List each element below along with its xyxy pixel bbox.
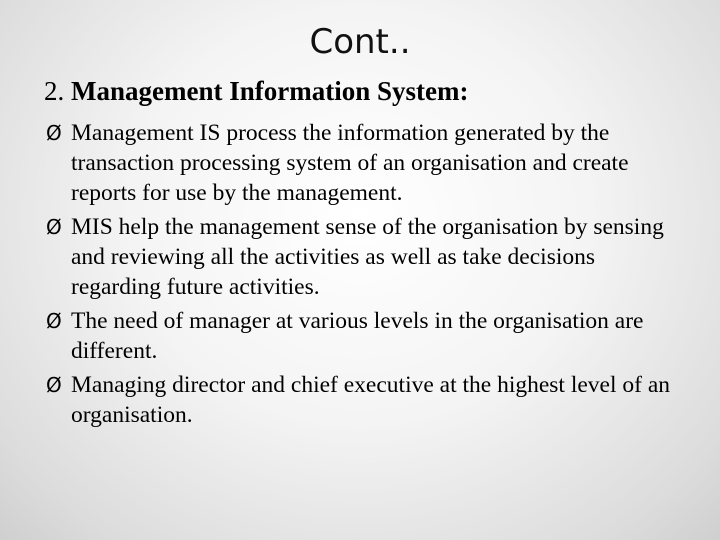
bullet-text: The need of manager at various levels in the organisation are different. (71, 308, 644, 364)
bullet-item (46, 118, 686, 208)
bullet-item (46, 370, 686, 430)
bullet-text: MIS help the management sense of the organisation by sensing and reviewing all the activities as well as take decisions regarding future activities. (71, 214, 664, 300)
section-heading (44, 74, 468, 108)
arrow-bullet-icon: Ø (46, 215, 62, 239)
bullet-text: Managing director and chief executive at the highest level of an organisation. (71, 372, 671, 428)
arrow-bullet-icon: Ø (46, 121, 62, 145)
arrow-bullet-icon: Ø (46, 309, 62, 333)
bullet-list (46, 118, 686, 434)
bullet-item (46, 212, 686, 302)
slide-title: Cont.. (309, 22, 411, 62)
arrow-bullet-icon: Ø (46, 373, 62, 397)
bullet-item (46, 306, 686, 366)
section-number: 2. (44, 76, 65, 106)
bullet-text: Management IS process the information generated by the transaction processing system of an organisation and create reports for use by the management. (71, 120, 629, 206)
section-label: Management Information System: (71, 76, 469, 106)
